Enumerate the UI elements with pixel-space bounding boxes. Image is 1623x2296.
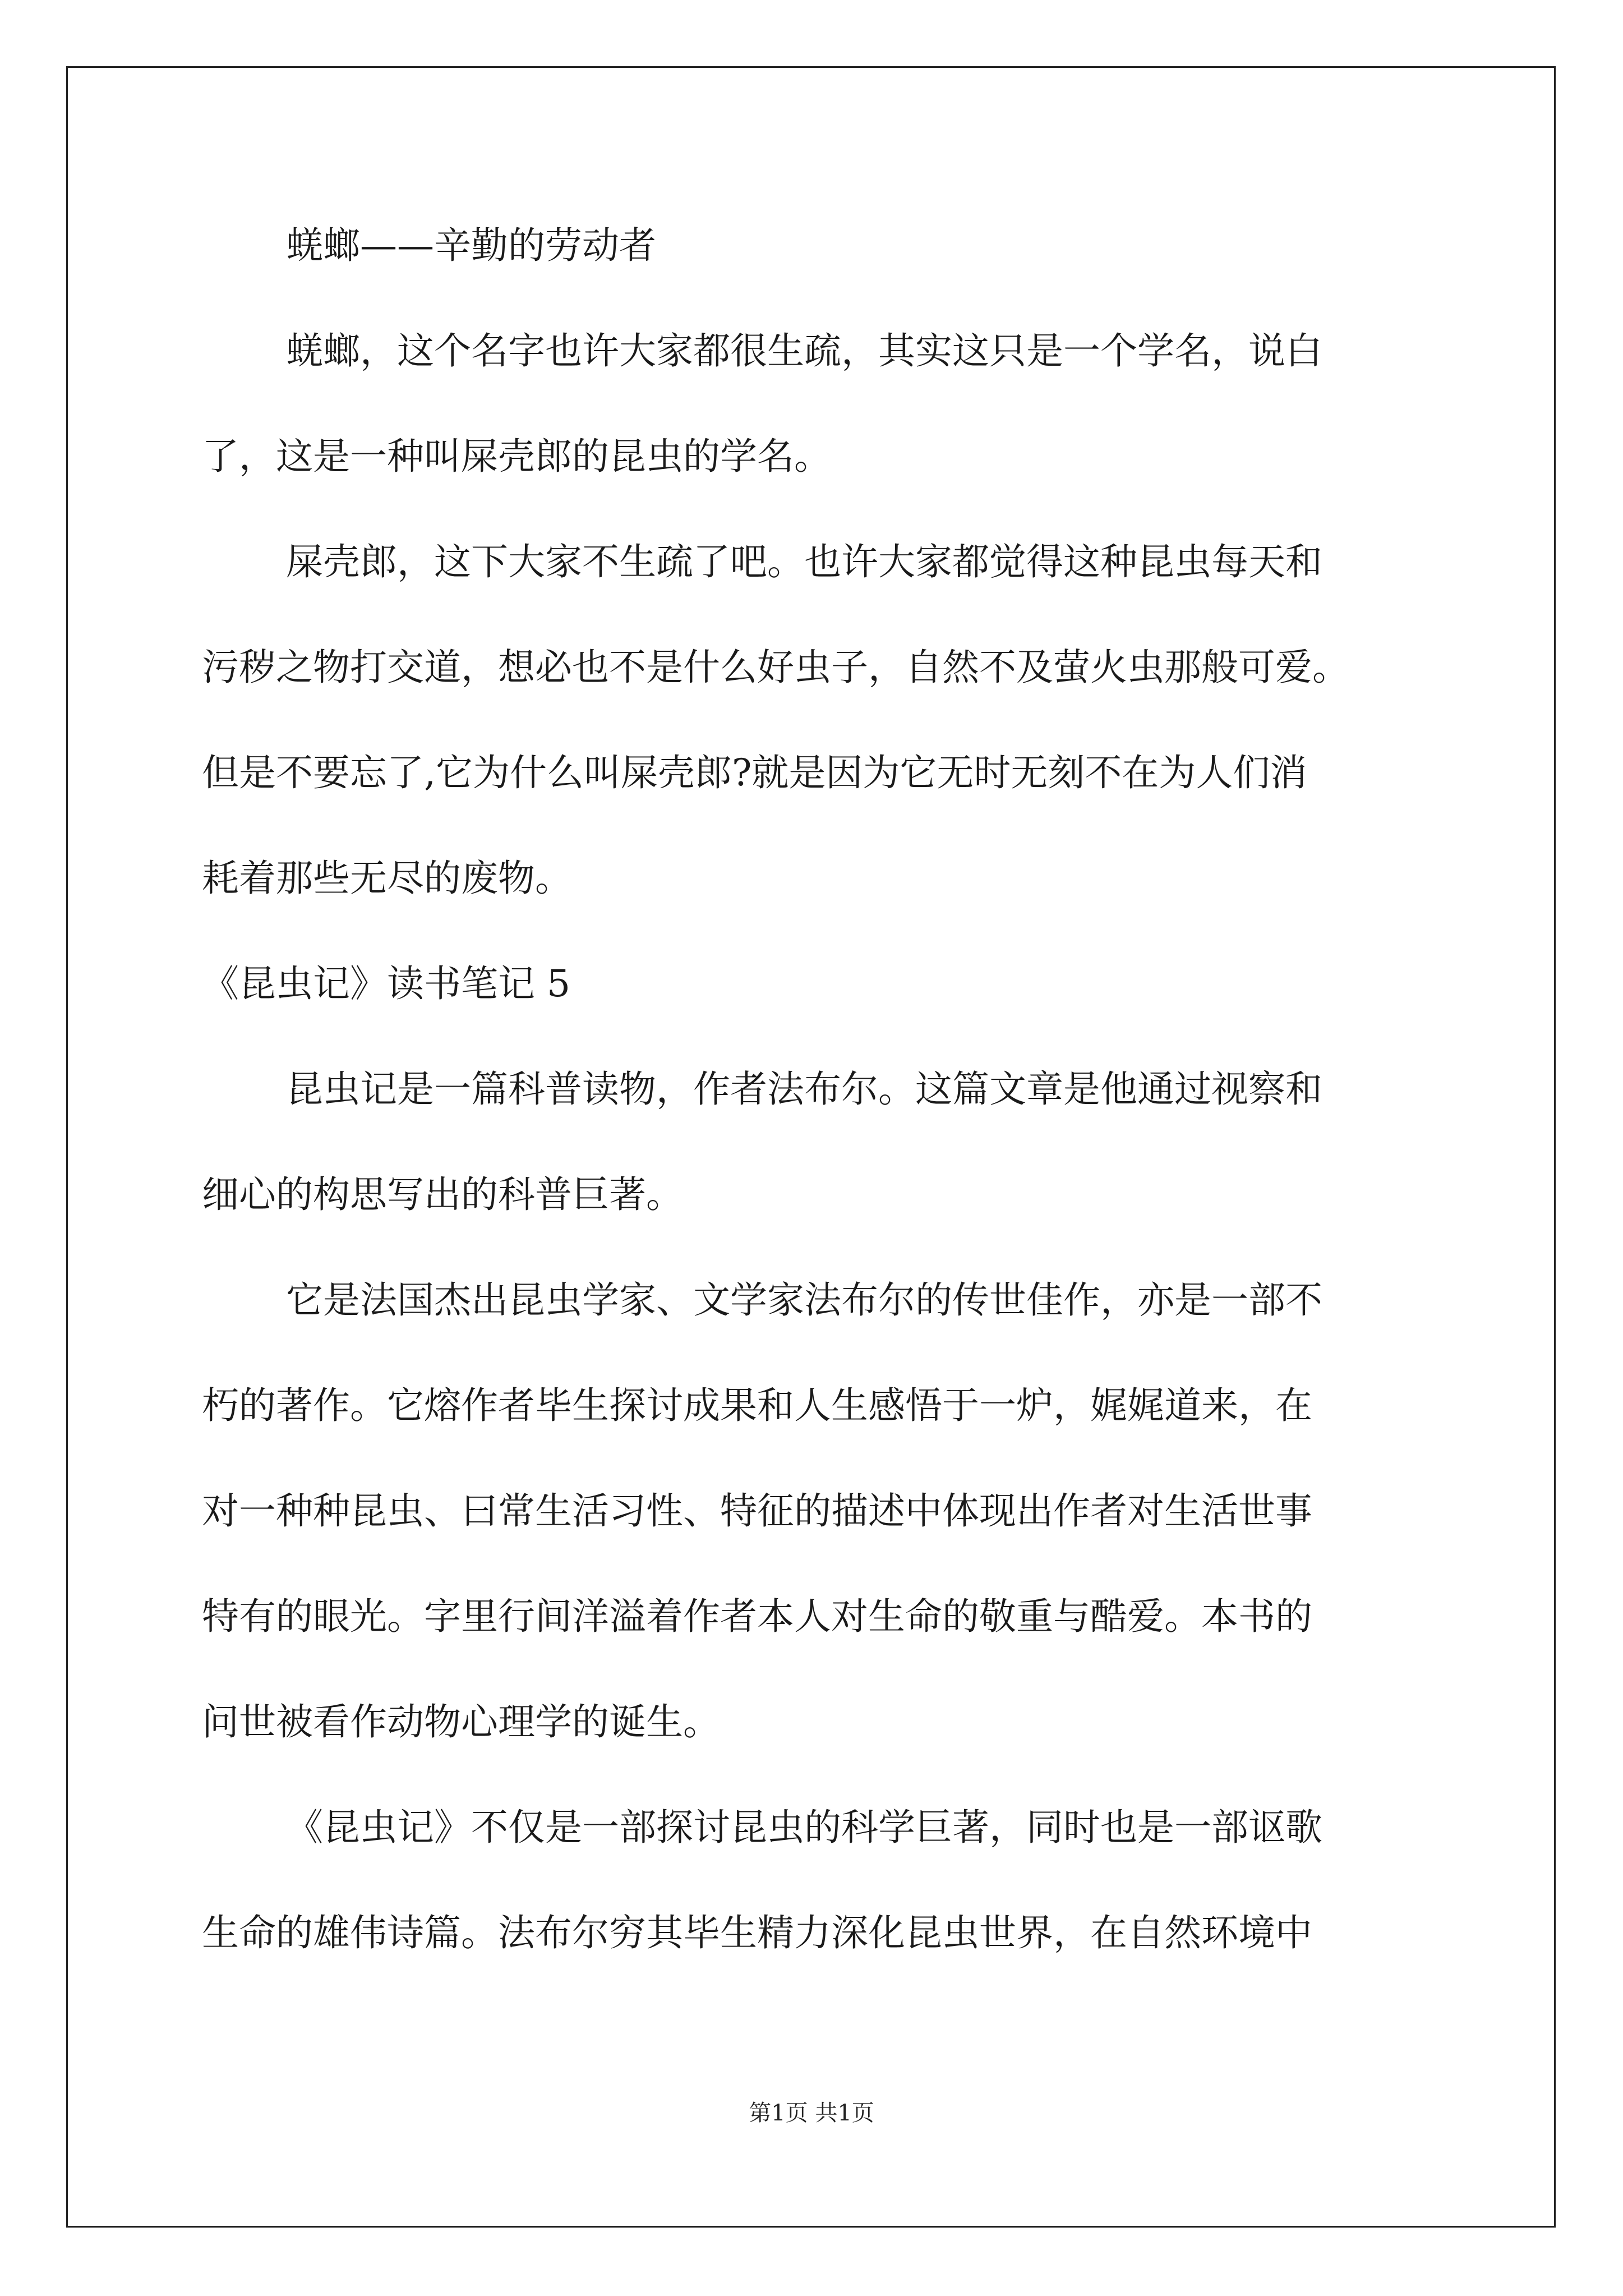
page-border	[66, 66, 1556, 2228]
paragraph-line: 污秽之物打交道，想必也不是什么好虫子，自然不及萤火虫那般可爱。	[202, 646, 1349, 689]
paragraph-line: 生命的雄伟诗篇。法布尔穷其毕生精力深化昆虫世界，在自然环境中	[202, 1911, 1312, 1954]
paragraph-line: 《昆虫记》不仅是一部探讨昆虫的科学巨著，同时也是一部讴歌	[286, 1806, 1322, 1849]
paragraph-line: 蜣螂，这个名字也许大家都很生疏，其实这只是一个学名，说白	[286, 329, 1322, 372]
section-title: 《昆虫记》读书笔记 5	[202, 962, 570, 1005]
paragraph-line: 朽的著作。它熔作者毕生探讨成果和人生感悟于一炉，娓娓道来，在	[202, 1384, 1312, 1427]
paragraph-line: 屎壳郎，这下大家不生疏了吧。也许大家都觉得这种昆虫每天和	[286, 540, 1322, 583]
paragraph-line: 了，这是一种叫屎壳郎的昆虫的学名。	[202, 435, 831, 478]
section-heading: 蜣螂——辛勤的劳动者	[286, 224, 656, 267]
paragraph-line: 特有的眼光。字里行间洋溢着作者本人对生命的敬重与酷爱。本书的	[202, 1595, 1312, 1638]
page-footer: 第1页 共1页	[749, 2100, 874, 2126]
paragraph-line: 但是不要忘了,它为什么叫屎壳郎?就是因为它无时无刻不在为人们消	[202, 751, 1307, 794]
paragraph-line: 它是法国杰出昆虫学家、文学家法布尔的传世佳作，亦是一部不	[286, 1278, 1322, 1322]
paragraph-line: 耗着那些无尽的废物。	[202, 857, 572, 900]
paragraph-line: 对一种种昆虫、曰常生活习性、特征的描述中体现出作者对生活世事	[202, 1489, 1312, 1533]
paragraph-line: 问世被看作动物心理学的诞生。	[202, 1700, 720, 1743]
paragraph-line: 昆虫记是一篇科普读物，作者法布尔。这篇文章是他通过视察和	[286, 1068, 1322, 1111]
paragraph-line: 细心的构思写出的科普巨著。	[202, 1173, 683, 1216]
